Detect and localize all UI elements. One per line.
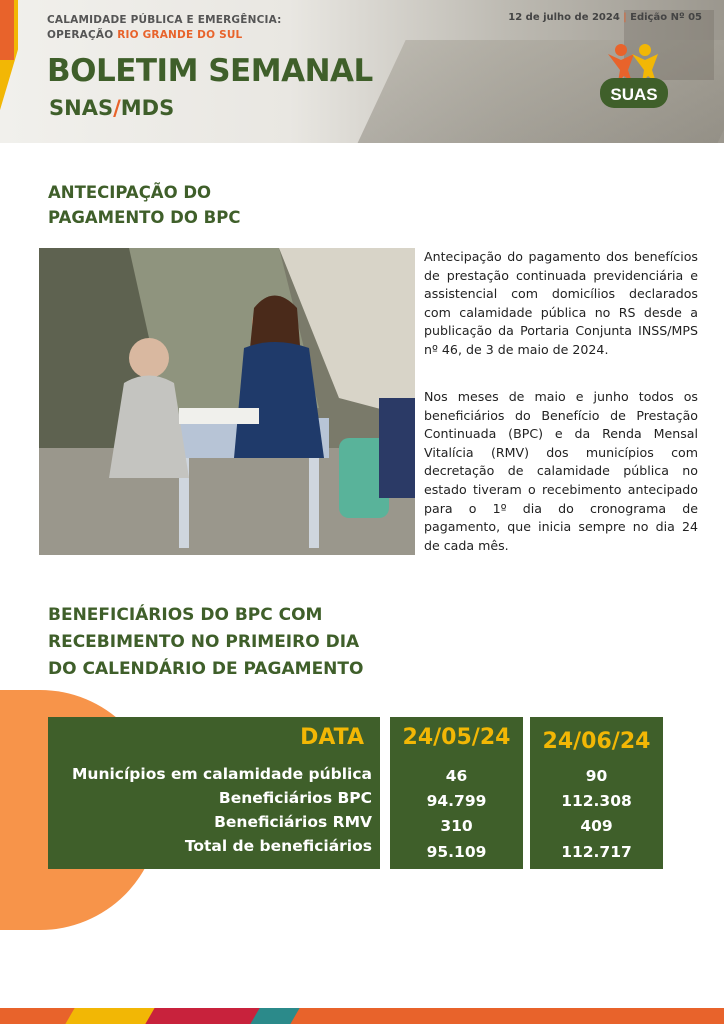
kicker-line-1: CALAMIDADE PÚBLICA E EMERGÊNCIA:: [47, 14, 282, 26]
section-2-title: [48, 602, 363, 683]
kicker-line-2: [47, 28, 282, 43]
section-1-paragraph-1: Antecipação do pagamento dos benefícios de prestação continuada previdenciária e assistencial com domicílios declarados com calamidade pública no RS desde a publicação da Portaria Conjunta INSS/MPS nº 46, de 3 de maio de 2024.: [424, 249, 698, 357]
edition-number: Edição Nº 05: [630, 12, 702, 23]
column-1-rmv: 310: [440, 817, 473, 835]
page-subtitle: [49, 96, 174, 120]
section-2-title-line2: RECEBIMENTO NO PRIMEIRO DIA: [48, 632, 360, 652]
bpc-service-photo: [39, 248, 415, 555]
table-column-2: [530, 717, 663, 869]
column-1-bpc: 94.799: [426, 792, 487, 810]
table-header-label: DATA: [300, 725, 364, 750]
row-label-rmv: Beneficiários RMV: [214, 813, 372, 831]
page-title: BOLETIM SEMANAL: [47, 53, 373, 89]
column-2-total: 112.717: [561, 843, 632, 861]
row-label-total: Total de beneficiários: [184, 837, 372, 855]
table-column-1: [390, 717, 523, 869]
photo-illustration: [39, 248, 415, 555]
table-label-box: [48, 717, 380, 869]
column-1-municipios: 46: [445, 767, 468, 785]
column-1-total: 95.109: [426, 843, 487, 861]
edition-separator: |: [623, 12, 627, 23]
kicker-prefix: OPERAÇÃO: [47, 29, 118, 41]
subtitle-mds: MDS: [120, 96, 175, 120]
subtitle-snas: SNAS: [49, 96, 114, 120]
header-banner: [0, 0, 724, 143]
footer-color-bar: [0, 1008, 724, 1024]
footer-yellow-segment: [65, 1008, 154, 1024]
row-label-bpc: Beneficiários BPC: [218, 789, 372, 807]
footer-red-segment: [145, 1008, 264, 1024]
subtitle-slash: /: [113, 96, 121, 120]
edition-date: 12 de julho de 2024: [508, 12, 620, 23]
column-1-date: 24/05/24: [402, 725, 511, 750]
section-1-title-line2: PAGAMENTO DO BPC: [48, 208, 241, 227]
suas-logo: [598, 40, 670, 112]
kicker-highlight: RIO GRANDE DO SUL: [117, 29, 243, 41]
row-label-municipios: Municípios em calamidade pública: [72, 765, 372, 783]
logo-text: SUAS: [610, 85, 658, 104]
column-2-bpc: 112.308: [561, 792, 632, 810]
edition-info: [508, 12, 702, 23]
footer-teal-segment: [250, 1008, 299, 1024]
header-kicker: [47, 13, 282, 43]
header-orange-stripe: [0, 0, 14, 60]
section-2-title-line1: BENEFICIÁRIOS DO BPC COM: [48, 605, 323, 625]
column-2-date: 24/06/24: [542, 729, 651, 754]
section-1-title: [48, 180, 240, 230]
column-2-municipios: 90: [585, 767, 608, 785]
section-1-title-line1: ANTECIPAÇÃO DO: [48, 183, 212, 202]
section-2-title-line3: DO CALENDÁRIO DE PAGAMENTO: [48, 659, 364, 679]
column-2-rmv: 409: [580, 817, 613, 835]
section-1-paragraph-2: Nos meses de maio e junho todos os beneficiários do Benefício de Prestação Continuada (BPC) e da Renda Mensal Vitalícia (RMV) dos municípios com decretação de calamidade pública no estado tiveram o recebimento antecipado para o 1º dia do cronograma de pagamento, que inicia sempre no dia 24 de cada mês.: [424, 389, 698, 553]
